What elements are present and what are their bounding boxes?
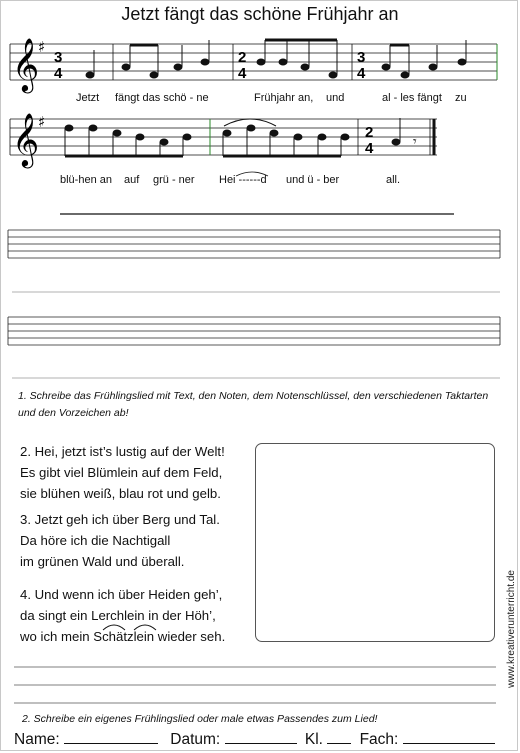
treble-clef-icon: 𝄞	[12, 37, 40, 91]
svg-text:3: 3	[357, 49, 366, 66]
song-title: Jetzt fängt das schöne Frühjahr an	[121, 4, 399, 24]
lyric: fängt das schö - ne	[115, 92, 209, 104]
klasse-field[interactable]	[327, 731, 351, 744]
lyric: all.	[386, 174, 401, 186]
svg-text:4: 4	[365, 140, 374, 157]
verse-line: 2. Hei, jetzt ist’s lustig auf der Welt!	[20, 444, 225, 459]
datum-field[interactable]	[225, 731, 297, 744]
lyric: Frühjahr an,	[254, 92, 314, 104]
lyric: blü-hen an	[60, 174, 112, 186]
verse-line: Es gibt viel Blümlein auf dem Feld,	[20, 465, 223, 480]
treble-clef-icon: 𝄞	[12, 112, 40, 166]
blank-staves	[0, 205, 520, 385]
verse-line: im grünen Wald und überall.	[20, 554, 185, 569]
lyric: al - les fängt	[382, 92, 442, 104]
footer-fields	[14, 731, 495, 749]
verse-line: 3. Jetzt geh ich über Berg und Tal.	[20, 512, 220, 527]
klasse-label: Kl.	[304, 731, 323, 748]
writing-lines[interactable]	[0, 660, 520, 710]
website-credit: www.kreativerunterricht.de	[506, 570, 517, 688]
lyric: zu	[455, 92, 467, 104]
verse-3	[20, 509, 220, 572]
sharp-icon: ♯	[38, 113, 46, 131]
svg-text:2: 2	[365, 124, 374, 141]
fach-field[interactable]	[403, 731, 495, 744]
datum-label: Datum:	[170, 731, 221, 748]
verse-line: 4. Und wenn ich über Heiden geh’,	[20, 587, 223, 602]
svg-text:4: 4	[357, 65, 366, 82]
svg-text:4: 4	[238, 65, 247, 82]
lyric: Jetzt	[76, 92, 100, 104]
drawing-box[interactable]	[255, 443, 495, 642]
svg-text:2: 2	[238, 49, 247, 66]
task-2-instruction: 2. Schreibe ein eigenes Frühlingslied oder male etwas Passendes zum Lied!	[22, 713, 378, 725]
task-1-instruction: 1. Schreibe das Frühlingslied mit Text, den Noten, dem Notenschlüssel, den verschiedenen Taktarten und den Vorzeichen ab!	[18, 390, 489, 419]
sharp-icon: ♯	[38, 38, 46, 56]
verse-line: sie blühen weiß, blau rot und gelb.	[20, 486, 221, 501]
verse-line: wo ich mein Schätzlein wieder seh.	[20, 629, 226, 644]
lyric: auf	[124, 174, 140, 186]
fach-label: Fach:	[359, 731, 399, 748]
lyric: und ü - ber	[286, 174, 340, 186]
eighth-rest-icon: 𝄾	[413, 134, 417, 150]
verse-line: Da höre ich die Nachtigall	[20, 533, 171, 548]
name-field[interactable]	[64, 731, 158, 744]
music-staff-1	[0, 28, 520, 118]
lyric: und	[326, 92, 345, 104]
svg-text:3: 3	[54, 49, 63, 66]
lyric: Hei ------d	[219, 174, 267, 186]
lyric: grü - ner	[153, 174, 195, 186]
name-label: Name:	[14, 731, 60, 748]
verse-line: da singt ein Lerchlein in der Höh’,	[20, 608, 216, 623]
verse-2	[20, 441, 225, 504]
svg-text:4: 4	[54, 65, 63, 82]
